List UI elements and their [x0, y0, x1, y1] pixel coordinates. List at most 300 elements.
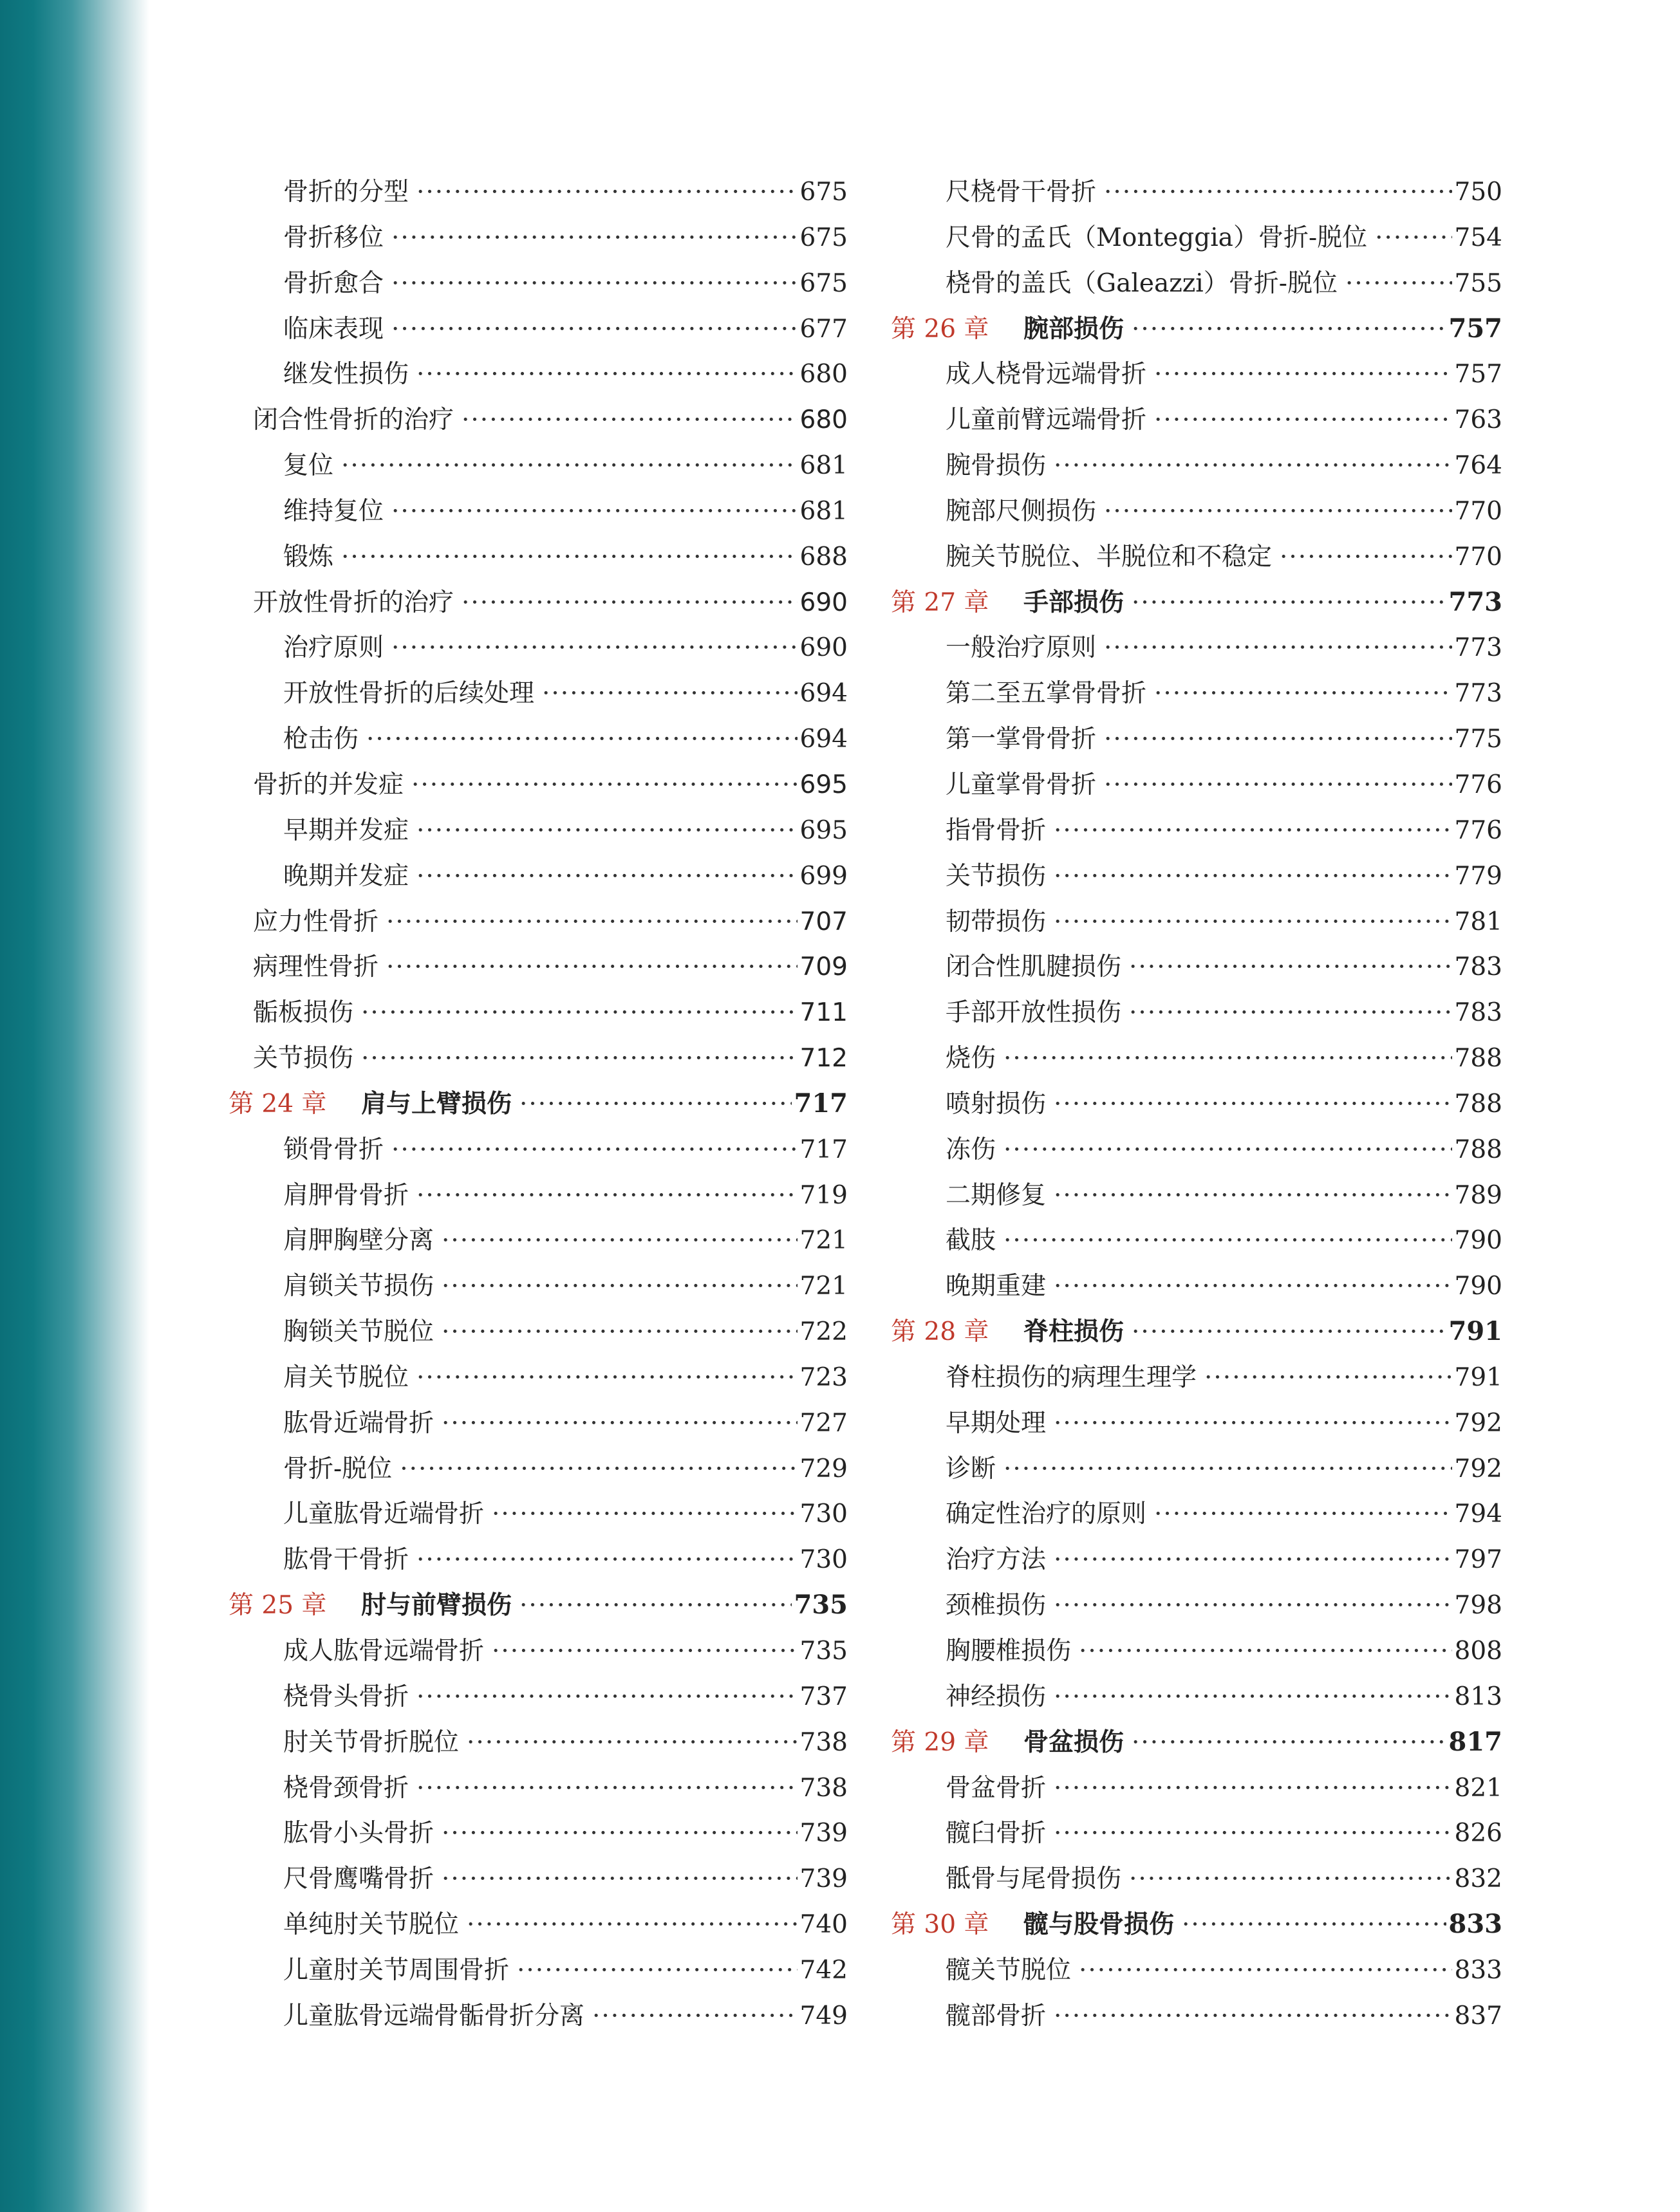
toc-entry-title: 尺桡骨干骨折	[946, 178, 1097, 207]
dot-leader	[1054, 1682, 1452, 1711]
toc-entry[interactable]	[891, 758, 1502, 804]
toc-entry[interactable]	[229, 1123, 848, 1169]
toc-entry-title: 尺骨的孟氏（Monteggia）骨折-脱位	[946, 223, 1368, 252]
toc-entry[interactable]	[891, 1169, 1502, 1214]
toc-entry-title: 肱骨近端骨折	[283, 1408, 434, 1438]
toc-entry[interactable]	[229, 804, 848, 850]
toc-page-number: 754	[1454, 223, 1502, 252]
toc-page-number: 781	[1454, 907, 1502, 936]
dot-leader	[1003, 1044, 1452, 1073]
toc-entry-title: 第二至五掌骨骨折	[946, 679, 1147, 709]
toc-entry[interactable]	[229, 1169, 848, 1214]
toc-entry[interactable]	[229, 1716, 848, 1761]
toc-entry[interactable]	[229, 712, 848, 758]
toc-entry[interactable]	[891, 211, 1502, 257]
dot-leader	[1054, 451, 1452, 480]
toc-page-number: 694	[799, 679, 848, 709]
dot-leader	[416, 1363, 798, 1392]
toc-entry-title: 骺板损伤	[253, 998, 354, 1028]
toc-entry-title: 尺骨鹰嘴骨折	[283, 1864, 434, 1894]
toc-entry[interactable]	[891, 804, 1502, 850]
toc-page-number: 788	[1454, 1135, 1502, 1164]
toc-page-number: 773	[1454, 633, 1502, 663]
dot-leader	[366, 725, 798, 754]
toc-entry[interactable]	[891, 165, 1502, 211]
toc-entry-title: 手部损伤	[1023, 588, 1125, 617]
toc-page-number: 699	[799, 861, 848, 891]
dot-leader	[416, 816, 798, 845]
toc-entry-title: 枪击伤	[283, 725, 359, 754]
toc-entry-title: 肩胛胸壁分离	[283, 1226, 434, 1256]
toc-entry-title: 二期修复	[946, 1180, 1047, 1210]
toc-page-number: 832	[1454, 1864, 1502, 1894]
dot-leader	[1375, 223, 1451, 252]
toc-entry-title: 髋与股骨损伤	[1023, 1910, 1175, 1940]
decorative-side-band	[0, 0, 149, 2212]
toc-entry-title: 闭合性骨折的治疗	[253, 405, 454, 435]
toc-entry-title: 维持复位	[283, 496, 384, 526]
toc-entry[interactable]	[229, 1989, 848, 2035]
toc-entry[interactable]	[229, 621, 848, 667]
dot-leader	[411, 770, 798, 799]
toc-entry[interactable]	[891, 393, 1502, 439]
chapter-number: 第 25 章	[229, 1591, 327, 1621]
dot-leader	[1132, 315, 1446, 344]
dot-leader	[592, 2002, 798, 2031]
toc-entry[interactable]	[891, 1670, 1502, 1716]
toc-entry[interactable]	[891, 348, 1502, 393]
toc-entry-title: 儿童肱骨远端骨骺骨折分离	[283, 2001, 585, 2031]
toc-entry[interactable]	[229, 1898, 848, 1944]
toc-entry[interactable]	[891, 940, 1502, 986]
toc-page-number: 717	[794, 1088, 848, 1119]
toc-page-number: 709	[799, 953, 848, 982]
toc-entry[interactable]	[229, 348, 848, 393]
toc-page-number: 790	[1454, 1226, 1502, 1256]
toc-page-number: 681	[799, 496, 848, 526]
toc-entry[interactable]	[229, 1807, 848, 1852]
toc-entry-title: 神经损伤	[946, 1682, 1047, 1711]
toc-entry[interactable]	[229, 393, 848, 439]
toc-page-number: 837	[1454, 2001, 1502, 2031]
toc-entry-title: 腕部损伤	[1023, 314, 1125, 344]
toc-entry[interactable]	[229, 1487, 848, 1533]
toc-page-number: 722	[799, 1317, 848, 1347]
toc-entry[interactable]	[229, 758, 848, 804]
dot-leader	[1345, 269, 1452, 298]
toc-entry[interactable]	[229, 940, 848, 986]
dot-leader	[1079, 1956, 1452, 1985]
toc-page-number: 723	[799, 1362, 848, 1392]
toc-entry[interactable]	[891, 439, 1502, 485]
toc-entry[interactable]	[229, 1032, 848, 1077]
toc-entry[interactable]	[891, 1442, 1502, 1488]
toc-entry-title: 腕部尺侧损伤	[946, 496, 1097, 526]
chapter-number: 第 26 章	[891, 314, 989, 344]
toc-entry-title: 闭合性肌腱损伤	[946, 953, 1122, 982]
toc-page-number: 717	[799, 1135, 848, 1164]
toc-entry[interactable]	[229, 1305, 848, 1351]
toc-page-number: 712	[799, 1044, 848, 1073]
toc-entry-title: 烧伤	[946, 1044, 996, 1073]
toc-entry-title: 指骨骨折	[946, 815, 1047, 845]
toc-entry-title: 桡骨头骨折	[283, 1682, 409, 1711]
dot-leader	[391, 1135, 798, 1164]
dot-leader	[542, 679, 798, 708]
dot-leader	[442, 1819, 798, 1848]
toc-entry[interactable]	[229, 165, 848, 211]
toc-entry-title: 晚期并发症	[283, 861, 409, 891]
dot-leader	[1154, 679, 1452, 708]
dot-leader	[467, 1728, 798, 1757]
toc-page-number: 680	[799, 405, 848, 435]
dot-leader	[1003, 1135, 1452, 1164]
toc-page-number: 798	[1454, 1591, 1502, 1621]
toc-page-number: 742	[799, 1955, 848, 1985]
toc-chapter-entry[interactable]	[891, 1716, 1502, 1761]
toc-entry-title: 桡骨颈骨折	[283, 1773, 409, 1803]
dot-leader	[1104, 770, 1452, 799]
dot-leader	[1054, 1819, 1452, 1848]
toc-page-number: 833	[1448, 1909, 1502, 1940]
dot-leader	[492, 1500, 798, 1529]
toc-entry-title: 骨折-脱位	[283, 1454, 393, 1483]
toc-entry-title: 肩锁关节损伤	[283, 1272, 434, 1301]
dot-leader	[341, 451, 798, 480]
toc-entry[interactable]	[891, 1351, 1502, 1397]
toc-entry[interactable]	[891, 986, 1502, 1032]
toc-entry[interactable]	[229, 986, 848, 1032]
toc-page-number: 749	[799, 2001, 848, 2031]
toc-page-number: 719	[799, 1180, 848, 1210]
toc-entry-title: 骨折移位	[283, 223, 384, 252]
toc-page-number: 792	[1454, 1408, 1502, 1438]
toc-entry-title: 髋臼骨折	[946, 1819, 1047, 1848]
toc-entry-title: 复位	[283, 451, 334, 481]
toc-right-column	[891, 165, 1502, 2035]
toc-entry[interactable]	[229, 211, 848, 257]
toc-entry-title: 韧带损伤	[946, 907, 1047, 936]
toc-page-number: 738	[799, 1727, 848, 1757]
toc-entry[interactable]	[229, 850, 848, 895]
dot-leader	[1079, 1637, 1452, 1666]
toc-page-number: 775	[1454, 725, 1502, 754]
toc-entry-title: 骨盆损伤	[1023, 1727, 1125, 1757]
toc-page-number: 711	[799, 998, 848, 1028]
dot-leader	[1280, 543, 1452, 572]
toc-page-number: 675	[799, 178, 848, 207]
toc-entry[interactable]	[891, 485, 1502, 530]
dot-leader	[1054, 862, 1452, 891]
toc-entry[interactable]	[229, 257, 848, 302]
dot-leader	[386, 953, 798, 981]
dot-leader	[1054, 907, 1452, 936]
toc-page-number: 707	[799, 907, 848, 936]
toc-page-number: 770	[1454, 542, 1502, 572]
dot-leader	[1154, 1500, 1452, 1529]
toc-page-number: 790	[1454, 1272, 1502, 1301]
toc-entry-title: 截肢	[946, 1226, 996, 1256]
dot-leader	[442, 1272, 798, 1301]
toc-entry-title: 临床表现	[283, 314, 384, 344]
toc-entry-title: 治疗方法	[946, 1545, 1047, 1575]
toc-chapter-entry[interactable]	[891, 576, 1502, 622]
toc-entry[interactable]	[229, 667, 848, 712]
toc-page-number: 808	[1454, 1637, 1502, 1666]
dot-leader	[1104, 178, 1452, 207]
chapter-number: 第 24 章	[229, 1089, 327, 1119]
dot-leader	[1054, 1272, 1452, 1301]
dot-leader	[1204, 1363, 1452, 1392]
toc-entry-title: 开放性骨折的后续处理	[283, 679, 535, 709]
toc-entry[interactable]	[891, 257, 1502, 302]
dot-leader	[391, 497, 798, 526]
toc-entry[interactable]	[229, 1944, 848, 1989]
toc-entry-title: 开放性骨折的治疗	[253, 588, 454, 617]
toc-page-number: 729	[799, 1454, 848, 1483]
toc-entry-title: 腕关节脱位、半脱位和不稳定	[946, 542, 1273, 572]
dot-leader	[391, 223, 798, 252]
toc-entry-title: 锁骨骨折	[283, 1135, 384, 1164]
toc-page-number: 770	[1454, 496, 1502, 526]
toc-entry-title: 骨折的分型	[283, 178, 409, 207]
toc-entry-title: 肱骨小头骨折	[283, 1819, 434, 1848]
toc-entry-title: 晚期重建	[946, 1272, 1047, 1301]
toc-entry-title: 早期处理	[946, 1408, 1047, 1438]
toc-entry-title: 肘与前臂损伤	[361, 1591, 512, 1621]
toc-entry-title: 胸锁关节脱位	[283, 1317, 434, 1347]
dot-leader	[462, 588, 798, 617]
toc-entry-title: 胸腰椎损伤	[946, 1637, 1072, 1666]
dot-leader	[1132, 1317, 1446, 1346]
toc-page-number: 817	[1448, 1726, 1502, 1757]
toc-page-number: 750	[1454, 178, 1502, 207]
toc-entry[interactable]	[891, 1533, 1502, 1579]
toc-chapter-entry[interactable]	[891, 302, 1502, 348]
toc-entry[interactable]	[891, 1487, 1502, 1533]
dot-leader	[400, 1455, 797, 1483]
toc-entry-title: 肩与上臂损伤	[361, 1089, 512, 1119]
dot-leader	[386, 907, 798, 936]
toc-entry[interactable]	[229, 1351, 848, 1397]
toc-entry[interactable]	[229, 895, 848, 941]
toc-chapter-entry[interactable]	[229, 1579, 848, 1624]
toc-page-number: 735	[794, 1590, 848, 1621]
toc-entry[interactable]	[891, 667, 1502, 712]
toc-entry-title: 病理性骨折	[253, 953, 379, 982]
dot-leader	[416, 1545, 798, 1574]
toc-chapter-entry[interactable]	[891, 1305, 1502, 1351]
toc-entry-title: 成人桡骨远端骨折	[946, 360, 1147, 389]
toc-entry-title: 肘关节骨折脱位	[283, 1727, 460, 1757]
toc-entry[interactable]	[891, 1761, 1502, 1807]
toc-entry[interactable]	[229, 1397, 848, 1442]
toc-entry[interactable]	[229, 530, 848, 576]
toc-entry[interactable]	[891, 1624, 1502, 1670]
toc-entry-title: 诊断	[946, 1454, 996, 1483]
dot-leader	[1104, 725, 1452, 754]
toc-entry[interactable]	[229, 1259, 848, 1305]
toc-entry[interactable]	[891, 1579, 1502, 1624]
toc-entry-title: 治疗原则	[283, 633, 384, 663]
toc-page-number: 826	[1454, 1819, 1502, 1848]
toc-page-number: 688	[799, 542, 848, 572]
toc-page-number: 794	[1454, 1500, 1502, 1529]
toc-entry[interactable]	[891, 1032, 1502, 1077]
chapter-number: 第 28 章	[891, 1317, 989, 1347]
toc-entry-title: 肩胛骨骨折	[283, 1180, 409, 1210]
toc-entry-title: 腕骨损伤	[946, 451, 1047, 481]
dot-leader	[1104, 497, 1452, 526]
toc-page-number: 791	[1454, 1362, 1502, 1392]
toc-entry-title: 骨盆骨折	[946, 1773, 1047, 1803]
toc-page-number: 755	[1454, 268, 1502, 298]
dot-leader	[416, 360, 798, 389]
toc-page-number: 680	[799, 360, 848, 389]
toc-entry[interactable]	[891, 1852, 1502, 1898]
dot-leader	[519, 1591, 791, 1620]
toc-entry[interactable]	[891, 850, 1502, 895]
toc-entry[interactable]	[229, 1624, 848, 1670]
dot-leader	[442, 1226, 798, 1255]
chapter-number: 第 30 章	[891, 1910, 989, 1940]
toc-entry-title: 关节损伤	[946, 861, 1047, 891]
toc-entry[interactable]	[891, 712, 1502, 758]
chapter-number: 第 27 章	[891, 588, 989, 617]
dot-leader	[416, 1181, 798, 1210]
toc-entry[interactable]	[891, 1214, 1502, 1259]
toc-page-number: 721	[799, 1226, 848, 1256]
toc-entry-title: 关节损伤	[253, 1044, 354, 1073]
toc-page-number: 776	[1454, 770, 1502, 799]
toc-entry-title: 髋部骨折	[946, 2001, 1047, 2031]
dot-leader	[1054, 816, 1452, 845]
toc-entry-title: 骶骨与尾骨损伤	[946, 1864, 1122, 1894]
toc-chapter-entry[interactable]	[891, 1898, 1502, 1944]
dot-leader	[1129, 953, 1452, 981]
toc-page-number: 721	[799, 1272, 848, 1301]
dot-leader	[1154, 360, 1452, 389]
dot-leader	[462, 405, 798, 434]
toc-page-number: 694	[799, 725, 848, 754]
toc-page-number: 764	[1454, 451, 1502, 481]
dot-leader	[416, 1682, 798, 1711]
toc-entry-title: 喷射损伤	[946, 1089, 1047, 1119]
dot-leader	[361, 998, 798, 1027]
toc-entry-title: 第一掌骨骨折	[946, 725, 1097, 754]
toc-entry-title: 脊柱损伤的病理生理学	[946, 1362, 1197, 1392]
toc-entry[interactable]	[229, 1670, 848, 1716]
toc-entry-title: 颈椎损伤	[946, 1591, 1047, 1621]
dot-leader	[1003, 1455, 1452, 1483]
toc-page-number: 757	[1448, 313, 1502, 344]
dot-leader	[519, 1090, 791, 1119]
toc-entry-title: 早期并发症	[283, 815, 409, 845]
toc-entry[interactable]	[891, 895, 1502, 941]
toc-entry[interactable]	[891, 1989, 1502, 2035]
toc-entry-title: 桡骨的盖氏（Galeazzi）骨折-脱位	[946, 268, 1338, 298]
toc-entry[interactable]	[229, 485, 848, 530]
toc-entry[interactable]	[229, 302, 848, 348]
toc-page-number: 739	[799, 1819, 848, 1848]
toc-entry[interactable]	[229, 1852, 848, 1898]
chapter-number: 第 29 章	[891, 1727, 989, 1757]
toc-entry-title: 成人肱骨远端骨折	[283, 1637, 485, 1666]
toc-entry[interactable]	[229, 576, 848, 622]
toc-page-number: 791	[1448, 1316, 1502, 1347]
toc-entry[interactable]	[891, 1259, 1502, 1305]
dot-leader	[1104, 633, 1452, 662]
toc-page-number: 783	[1454, 953, 1502, 982]
toc-entry-title: 髋关节脱位	[946, 1955, 1072, 1985]
dot-leader	[517, 1956, 798, 1985]
dot-leader	[416, 178, 798, 207]
toc-entry[interactable]	[229, 1533, 848, 1579]
toc-page-number: 757	[1454, 360, 1502, 389]
toc-page-number: 776	[1454, 815, 1502, 845]
dot-leader	[391, 269, 798, 298]
toc-entry-title: 儿童肘关节周围骨折	[283, 1955, 510, 1985]
toc-entry[interactable]	[891, 1944, 1502, 1989]
toc-page-number: 690	[799, 588, 848, 617]
toc-entry[interactable]	[229, 439, 848, 485]
toc-entry[interactable]	[229, 1214, 848, 1259]
toc-page-number: 797	[1454, 1545, 1502, 1575]
toc-chapter-entry[interactable]	[229, 1077, 848, 1123]
toc-entry[interactable]	[891, 1077, 1502, 1123]
toc-entry[interactable]	[229, 1442, 848, 1488]
dot-leader	[361, 1044, 798, 1073]
dot-leader	[1054, 1409, 1452, 1438]
toc-entry-title: 儿童掌骨骨折	[946, 770, 1097, 799]
toc-entry-title: 一般治疗原则	[946, 633, 1097, 663]
toc-entry[interactable]	[229, 1761, 848, 1807]
dot-leader	[391, 315, 798, 344]
toc-page-number: 792	[1454, 1454, 1502, 1483]
dot-leader	[1129, 998, 1452, 1027]
toc-entry[interactable]	[891, 1123, 1502, 1169]
toc-page-number: 675	[799, 223, 848, 252]
toc-entry[interactable]	[891, 621, 1502, 667]
toc-entry-title: 脊柱损伤	[1023, 1317, 1125, 1347]
toc-page-number: 789	[1454, 1180, 1502, 1210]
toc-page-number: 681	[799, 451, 848, 481]
dot-leader	[442, 1864, 798, 1893]
toc-page-number: 773	[1454, 679, 1502, 709]
toc-left-column	[229, 165, 848, 2035]
toc-entry[interactable]	[891, 1807, 1502, 1852]
dot-leader	[1129, 1864, 1452, 1893]
toc-page-number: 675	[799, 268, 848, 298]
toc-entry-title: 肩关节脱位	[283, 1362, 409, 1392]
toc-page-number: 737	[799, 1682, 848, 1711]
toc-page-number: 833	[1454, 1955, 1502, 1985]
toc-page-number: 740	[799, 1910, 848, 1940]
toc-entry-title: 骨折愈合	[283, 268, 384, 298]
toc-page-number: 695	[799, 815, 848, 845]
toc-page-number: 690	[799, 633, 848, 663]
toc-page-number: 730	[799, 1500, 848, 1529]
dot-leader	[492, 1637, 798, 1666]
toc-entry-title: 确定性治疗的原则	[946, 1500, 1147, 1529]
toc-entry-title: 儿童肱骨近端骨折	[283, 1500, 485, 1529]
toc-page-number: 727	[799, 1408, 848, 1438]
toc-entry[interactable]	[891, 1397, 1502, 1442]
toc-page-number: 677	[799, 314, 848, 344]
toc-page-number: 763	[1454, 405, 1502, 435]
dot-leader	[1054, 1774, 1452, 1803]
toc-entry[interactable]	[891, 530, 1502, 576]
